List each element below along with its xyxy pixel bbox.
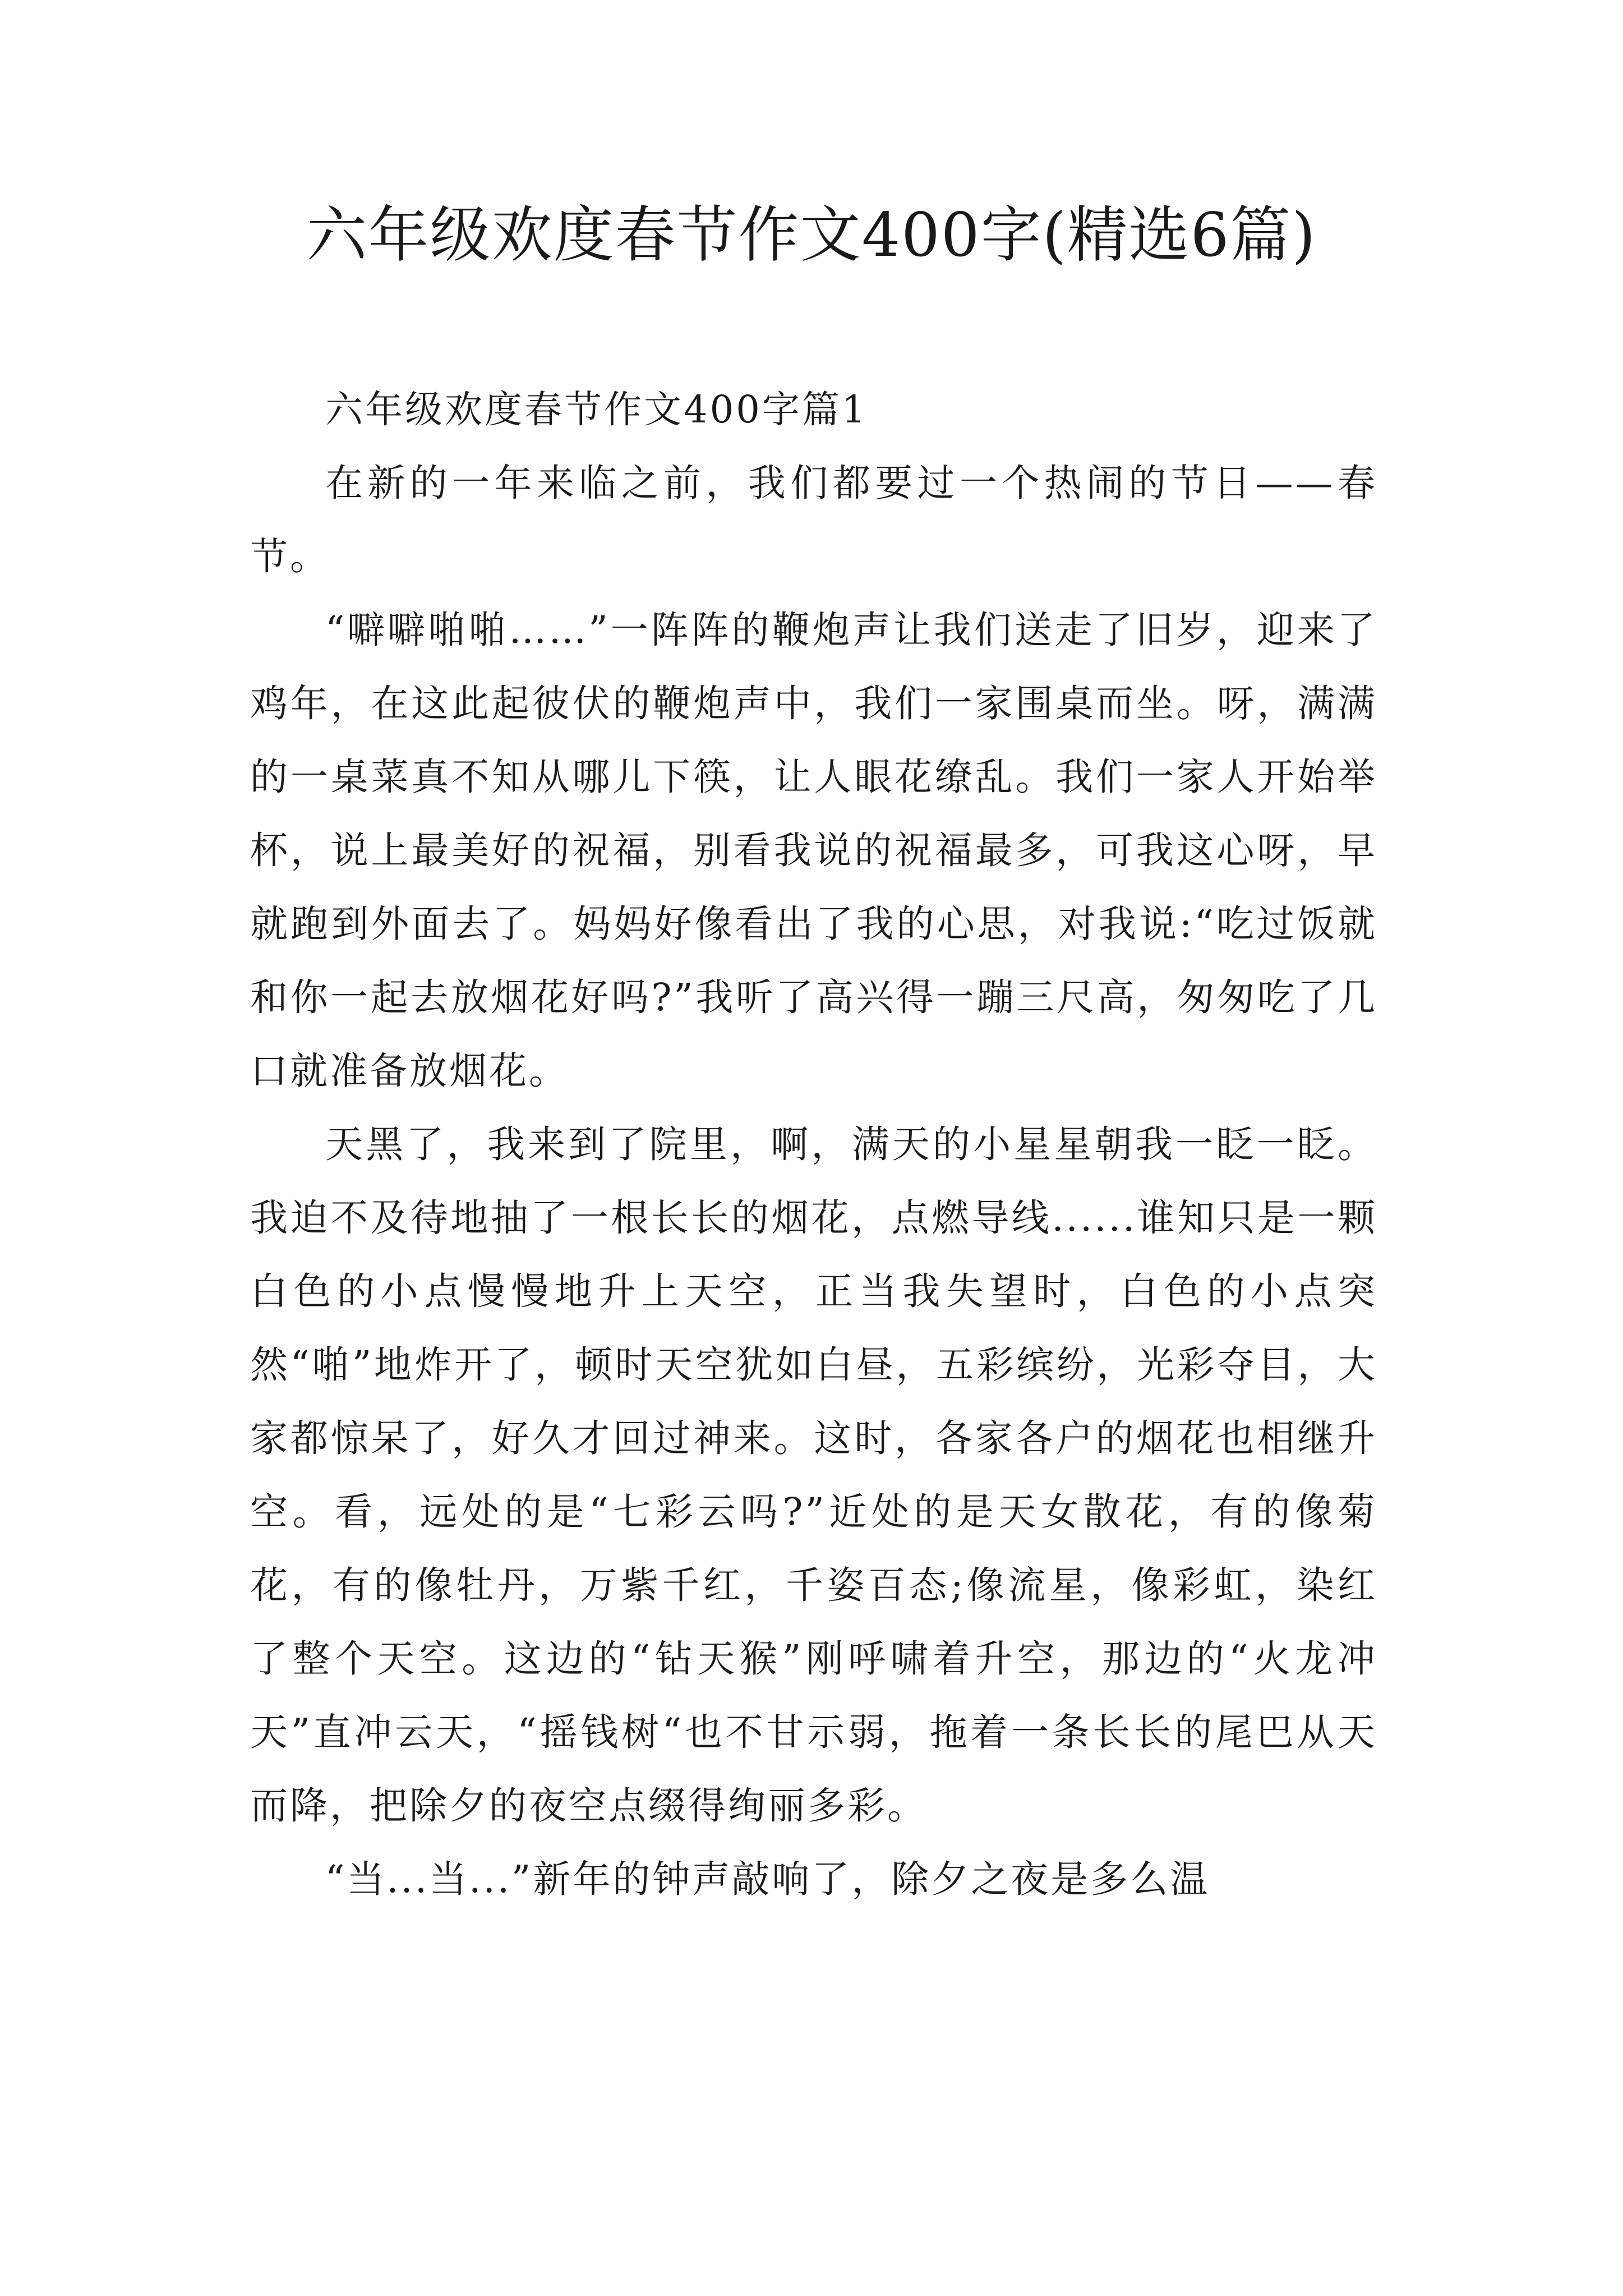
document-title: 六年级欢度春节作文400字(精选6篇) xyxy=(306,200,1317,270)
paragraph-fireworks: 天黑了，我来到了院里，啊，满天的小星星朝我一眨一眨。我迫不及待地抽了一根长长的烟花，点燃导线......谁知只是一颗白色的小点慢慢地升上天空，正当我失望时，白色的小点突然“啪”地炸开了，顿时天空犹如白昼，五彩缤纷，光彩夺目，大家都惊呆了，好久才回过神来。这时，各家各户的烟花也相继升空。看，远处的是“七彩云吗?”近处的是天女散花，有的像菊花，有的像牡丹，万紫千红，千姿百态;像流星，像彩虹，染红了整个天空。这边的“钻天猴”刚呼啸着升空，那边的“火龙冲天”直冲云天，“摇钱树“也不甘示弱，拖着一条长长的尾巴从天而降，把除夕的夜空点缀得绚丽多彩。 xyxy=(250,1122,1377,1828)
document-body xyxy=(250,373,1377,1916)
paragraph-intro: 在新的一年来临之前，我们都要过一个热闹的节日——春节。 xyxy=(250,461,1377,578)
paragraph-new-year-bell: “当...当...”新年的钟声敲响了，除夕之夜是多么温 xyxy=(325,1857,1210,1901)
section-heading: 六年级欢度春节作文400字篇1 xyxy=(325,388,868,431)
paragraph-new-year-dinner: “噼噼啪啪……”一阵阵的鞭炮声让我们送走了旧岁，迎来了鸡年，在这此起彼伏的鞭炮声中，我们一家围桌而坐。呀，满满的一桌菜真不知从哪儿下筷，让人眼花缭乱。我们一家人开始举杯，说上最美好的祝福，别看我说的祝福最多，可我这心呀，早就跑到外面去了。妈妈好像看出了我的心思，对我说:“吃过饭就和你一起去放烟花好吗?”我听了高兴得一蹦三尺高，匆匆吃了几口就准备放烟花。 xyxy=(250,608,1377,1093)
